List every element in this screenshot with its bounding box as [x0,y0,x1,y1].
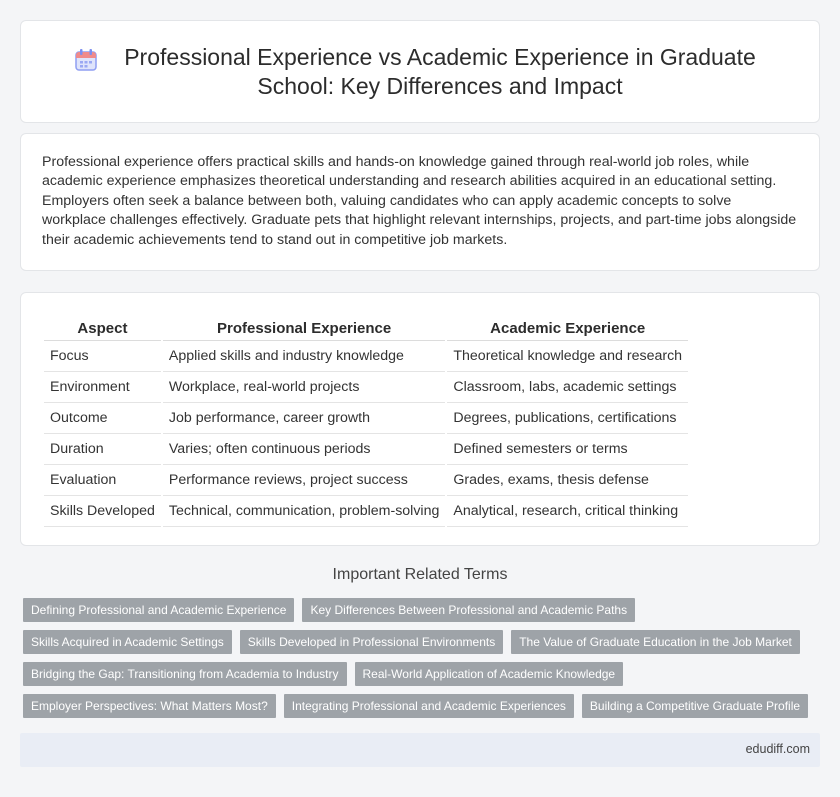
table-cell: Workplace, real-world projects [163,372,445,403]
table-cell: Classroom, labs, academic settings [447,372,688,403]
table-cell: Performance reviews, project success [163,465,445,496]
table-row [44,341,688,372]
table-row [44,434,688,465]
table-cell: Focus [44,341,161,372]
tag-row [23,630,813,654]
tag-row [23,598,813,622]
related-term-link[interactable]: The Value of Graduate Education in the Job Market [511,630,800,654]
table-cell: Degrees, publications, certifications [447,403,688,434]
related-term-link[interactable]: Bridging the Gap: Transitioning from Academia to Industry [23,662,347,686]
table-cell: Grades, exams, thesis defense [447,465,688,496]
page-title: Professional Experience vs Academic Experience in Graduate School: Key Differences and Impact [124,43,756,99]
table-cell: Evaluation [44,465,161,496]
table-cell: Varies; often continuous periods [163,434,445,465]
related-term-link[interactable]: Skills Developed in Professional Environments [240,630,503,654]
related-terms-title: Important Related Terms [332,566,508,583]
comparison-table [42,317,690,527]
table-cell: Duration [44,434,161,465]
related-terms-list [23,598,813,726]
table-cell: Theoretical knowledge and research [447,341,688,372]
related-term-link[interactable]: Key Differences Between Professional and Academic Paths [302,598,635,622]
table-row [44,496,688,527]
table-row [44,403,688,434]
site-name[interactable]: edudiff.com [745,742,810,756]
related-term-link[interactable]: Skills Acquired in Academic Settings [23,630,232,654]
related-term-link[interactable]: Defining Professional and Academic Experience [23,598,294,622]
table-cell: Defined semesters or terms [447,434,688,465]
column-header-academic: Academic Experience [447,317,688,341]
table-row [44,372,688,403]
table-cell: Environment [44,372,161,403]
table-cell: Analytical, research, critical thinking [447,496,688,527]
related-term-link[interactable]: Employer Perspectives: What Matters Most? [23,694,276,718]
column-header-professional: Professional Experience [163,317,445,341]
table-cell: Applied skills and industry knowledge [163,341,445,372]
table-cell: Outcome [44,403,161,434]
related-term-link[interactable]: Real-World Application of Academic Knowledge [355,662,624,686]
related-term-link[interactable]: Building a Competitive Graduate Profile [582,694,808,718]
tag-row [23,662,813,686]
header-card [20,20,820,123]
table-cell: Job performance, career growth [163,403,445,434]
table-cell: Skills Developed [44,496,161,527]
column-header-aspect: Aspect [44,317,161,341]
footer [20,733,820,767]
table-header-row [44,317,688,341]
table-row [44,465,688,496]
intro-paragraph: Professional experience offers practical skills and hands-on knowledge gained through real-world job roles, while academic experience emphasizes theoretical understanding and research abilities acquired in an educational setting. Employers often seek a balance between both, valuing candidates who can apply academic concepts to solve workplace challenges effectively. Graduate pets that highlight relevant internships, projects, and part-time jobs alongside their academic achievements tend to stand out in competitive job markets. [42,154,797,248]
intro-card [20,133,820,271]
related-term-link[interactable]: Integrating Professional and Academic Experiences [284,694,574,718]
table-cell: Technical, communication, problem-solving [163,496,445,527]
comparison-table-card [20,292,820,546]
tag-row [23,694,813,718]
